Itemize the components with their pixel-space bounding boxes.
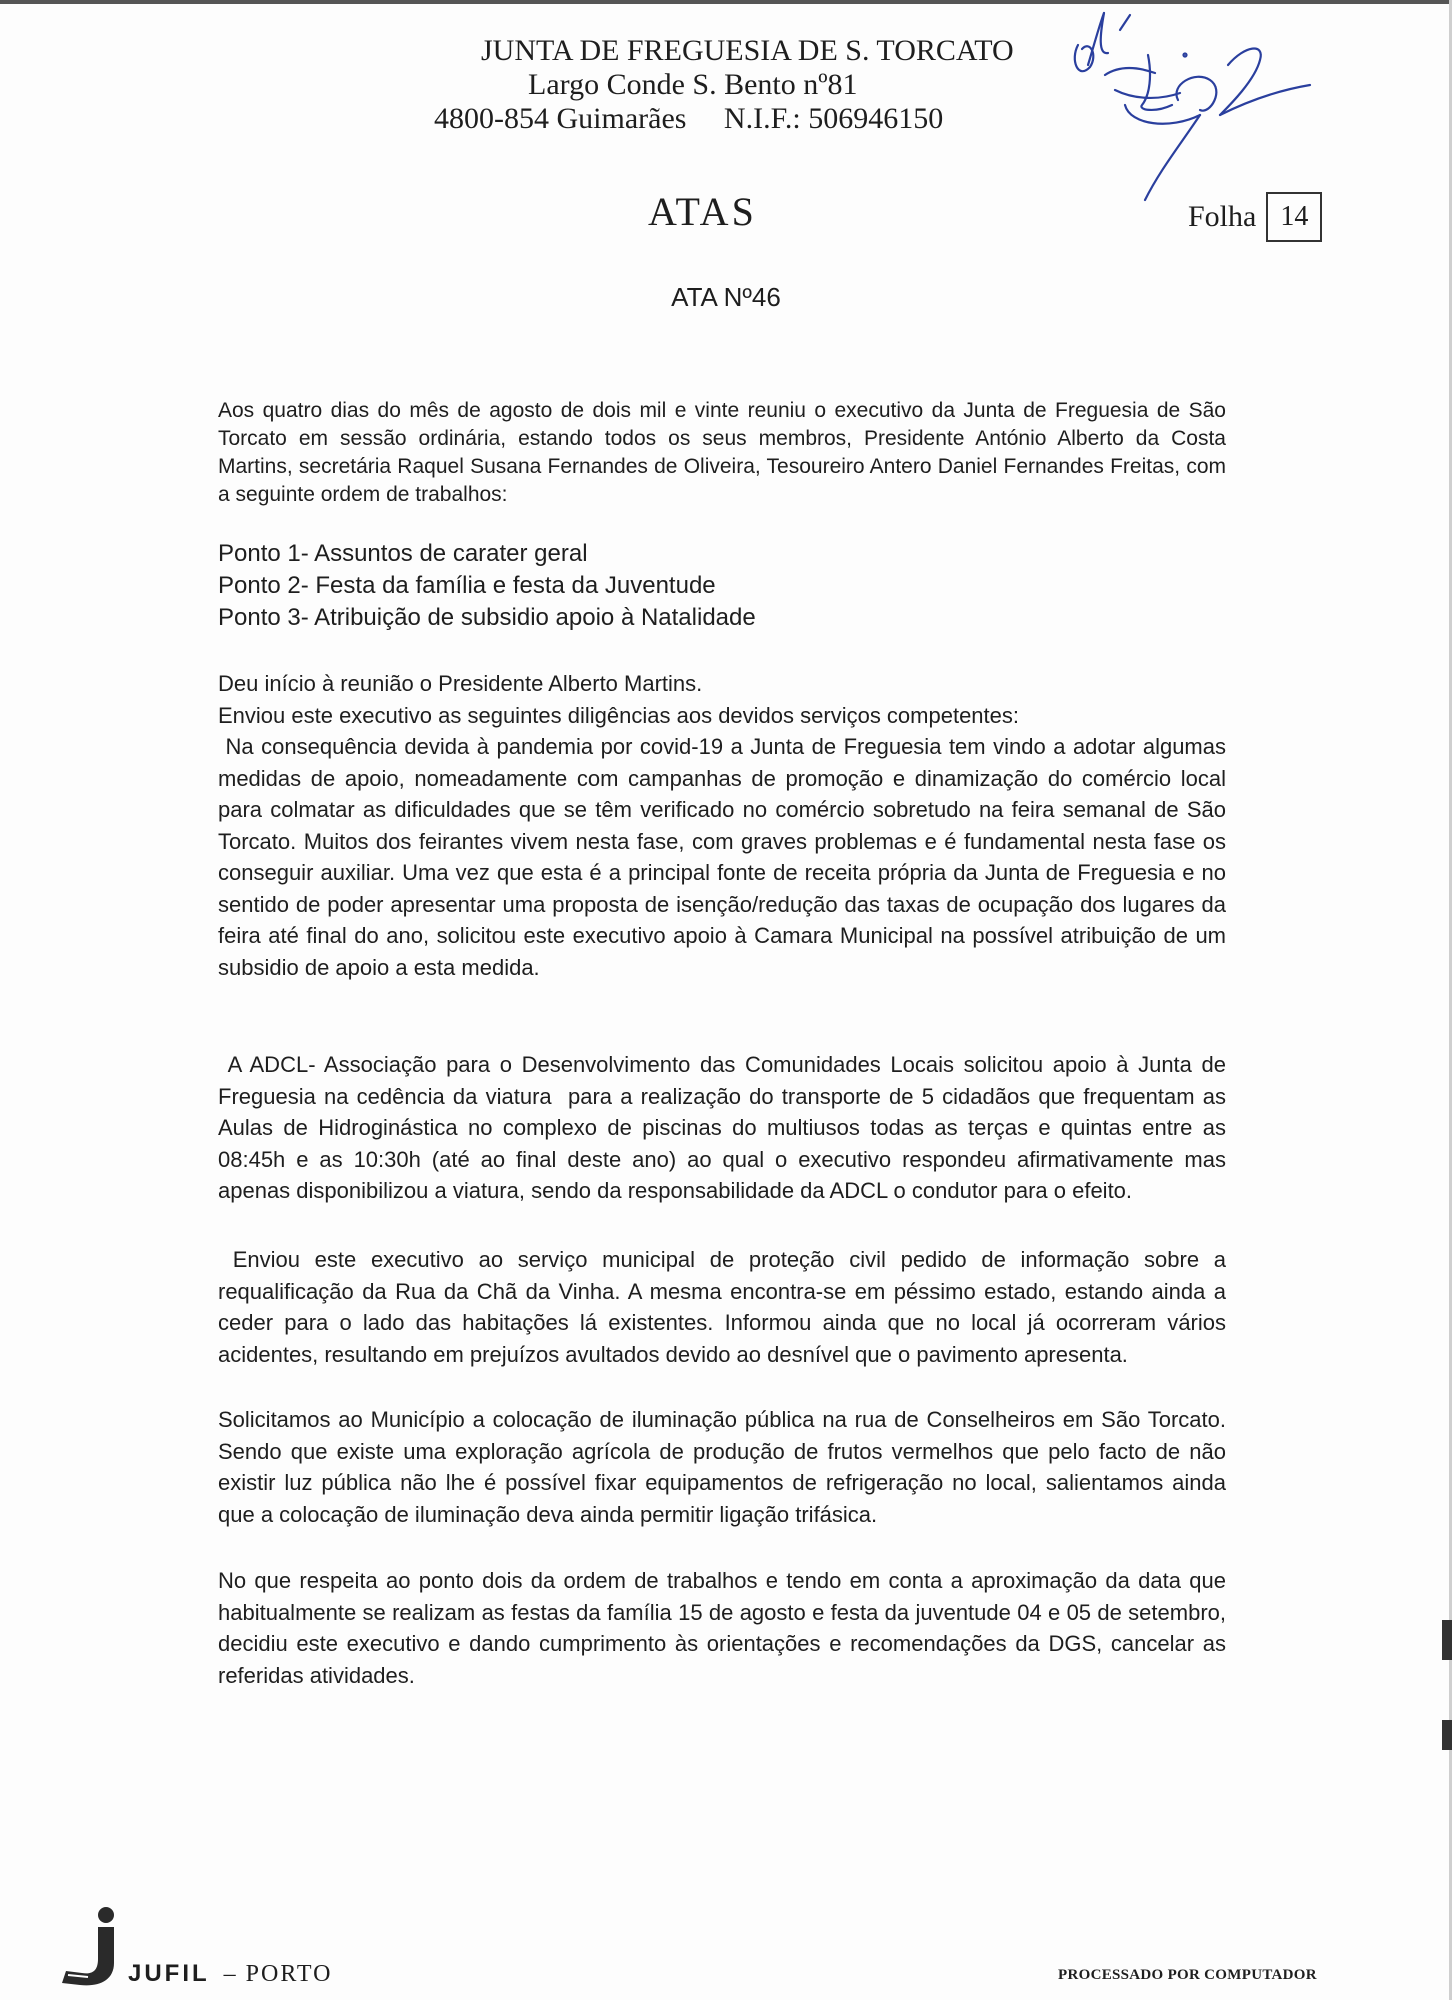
- protecao-civil-paragraph: Enviou este executivo ao serviço municipal de proteção civil pedido de informação sobre a requalificação da Rua da Chã da Vinha. A mesma encontra-se em péssimo estado, estando ainda a ceder para o lado das habitações lá existentes. Informou ainda que no local já ocorreram vários acidentes, resultando em prejuízos avultados devido ao desnível que o pavimento apresenta.: [218, 1247, 1233, 1367]
- opening-section: [218, 668, 1233, 983]
- brand-name: JUFIL: [128, 1960, 210, 1987]
- agenda-item: Ponto 1- Assuntos de carater geral: [218, 540, 588, 567]
- folha-number: 14: [1266, 192, 1322, 242]
- opening-line-1: Deu início à reunião o Presidente Alberto Martins.: [218, 671, 703, 696]
- header-city-nif: 4800-854 Guimarães N.I.F.: 506946150: [434, 102, 944, 135]
- brand-separator: –: [223, 1961, 236, 1987]
- folha-label: Folha: [1188, 200, 1257, 233]
- jufil-logo-icon: [58, 1905, 128, 1987]
- scan-top-edge: [0, 0, 1452, 4]
- adcl-paragraph: A ADCL- Associação para o Desenvolvimento das Comunidades Locais solicitou apoio à Junta de Freguesia na cedência da viatura para a realização do transporte de 5 cidadãos que frequentam as Aulas de Hidroginástica no complexo de piscinas do multiusos todas as terças e quintas entre as 08:45h e as 10:30h (até ao final deste ano) ao qual o executivo respondeu afirmativamente mas apenas disponibilizou a viatura, sendo da responsabilidade da ADCL o condutor para o efeito.: [218, 1052, 1233, 1203]
- iluminacao-paragraph: Solicitamos ao Município a colocação de iluminação pública na rua de Conselheiros em São Torcato. Sendo que existe uma exploração agrícola de produção de frutos vermelhos que pelo facto de não existir luz pública não lhe é possível fixar equipamentos de refrigeração no local, salientamos ainda que a colocação de iluminação deva ainda permitir ligação trifásica.: [218, 1407, 1226, 1527]
- scan-edge-mark: [1442, 1620, 1452, 1660]
- ponto-dois-paragraph: No que respeita ao ponto dois da ordem de trabalhos e tendo em conta a aproximação da data que habitualmente se realizam as festas da família 15 de agosto e festa da juventude 04 e 05 de setembro, decidiu este executivo e dando cumprimento às orientações e recomendações da DGS, cancelar as referidas atividades.: [218, 1568, 1226, 1688]
- book-title: ATAS: [648, 189, 757, 234]
- protecao-civil-section: [218, 1244, 1233, 1370]
- footer-brand: [128, 1960, 332, 1988]
- folha-box: [1188, 192, 1322, 242]
- brand-city: PORTO: [245, 1961, 333, 1987]
- iluminacao-section: [218, 1404, 1226, 1530]
- covid-paragraph: Na consequência devida à pandemia por covid-19 a Junta de Freguesia tem vindo a adotar algumas medidas de apoio, nomeadamente com campanhas de promoção e dinamização do comércio local para colmatar as dificuldades que se têm verificado no comércio sobretudo na feira semanal de São Torcato. Muitos dos feirantes vivem nesta fase, com graves problemas e é fundamental nesta fase os conseguir auxiliar. Uma vez que esta é a principal fonte de receita própria da Junta de Freguesia e no sentido de poder apresentar uma proposta de isenção/redução das taxas de ocupação dos lugares da feira até final do ano, solicitou este executivo apoio à Camara Municipal na possível atribuição de um subsidio de apoio a esta medida.: [218, 734, 1233, 980]
- scan-edge-mark: [1442, 1720, 1452, 1750]
- agenda-item: Ponto 2- Festa da família e festa da Juventude: [218, 572, 716, 599]
- handwritten-signature: [1060, 5, 1340, 220]
- adcl-section: [218, 1049, 1233, 1207]
- agenda-list: [218, 538, 756, 634]
- ata-number: ATA Nº46: [671, 282, 781, 312]
- ponto-dois-section: [218, 1565, 1226, 1691]
- intro-paragraph: [218, 397, 1226, 509]
- agenda-item: Ponto 3- Atribuição de subsidio apoio à Natalidade: [218, 604, 756, 631]
- intro-text: Aos quatro dias do mês de agosto de dois mil e vinte reuniu o executivo da Junta de Freguesia de São Torcato em sessão ordinária, estando todos os seus membros, Presidente António Alberto da Costa Martins, secretária Raquel Susana Fernandes de Oliveira, Tesoureiro Antero Daniel Fernandes Freitas, com a seguinte ordem de trabalhos:: [218, 399, 1226, 506]
- processed-by-computer: PROCESSADO POR COMPUTADOR: [1058, 1967, 1317, 1983]
- opening-line-2: Enviou este executivo as seguintes diligências aos devidos serviços competentes:: [218, 702, 1020, 728]
- header-address: Largo Conde S. Bento nº81: [528, 68, 858, 101]
- header-org-name: JUNTA DE FREGUESIA DE S. TORCATO: [481, 34, 1014, 67]
